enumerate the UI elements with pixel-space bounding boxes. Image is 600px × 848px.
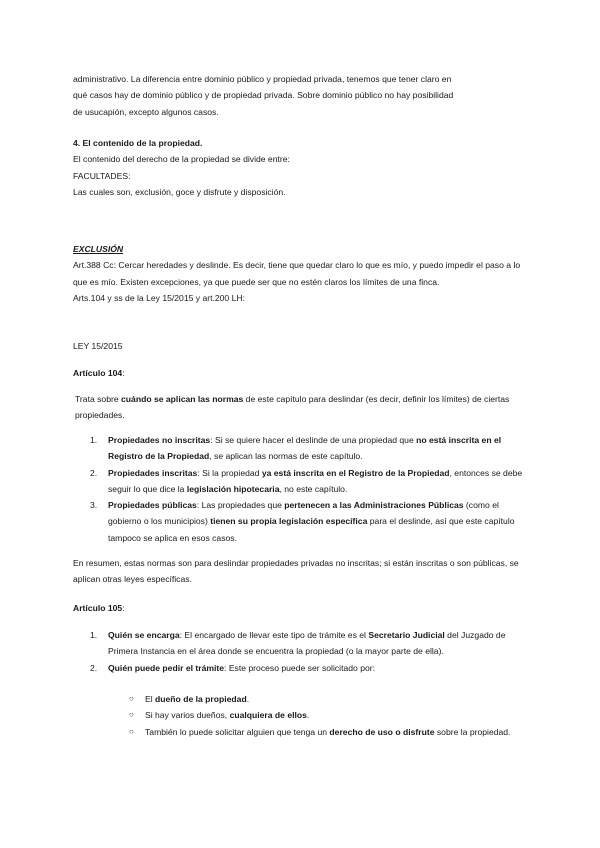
section-line: El contenido del derecho de la propiedad se divide entre:	[73, 154, 290, 165]
intro-paragraph	[73, 71, 528, 120]
section-title: 4. El contenido de la propiedad.	[73, 138, 203, 148]
list-item: 3. Propiedades públicas: Las propiedades que pertenecen a las Administraciones Públicas (como el gobierno o los municipios) tienen su propia legislación específica para el deslinde, así que este capítulo tampoco se aplica en esos casos.	[90, 500, 515, 543]
law-title	[73, 338, 528, 354]
intro-line: qué casos hay de dominio público y de propiedad privada. Sobre dominio público no hay posibilidad	[73, 90, 454, 101]
article-title: Artículo 104	[73, 368, 123, 378]
list-item: 1. Quién se encarga: El encargado de llevar este tipo de trámite es el Secretario Judicial del Juzgado de Primera Instancia en el área donde se encuentra la propiedad (o la mayor parte de ella).	[90, 630, 506, 657]
article-105-list	[73, 627, 528, 676]
intro-line: de usucapión, excepto algunos casos.	[73, 106, 219, 117]
list-item: 2. Quién puede pedir el trámite: Este proceso puede ser solicitado por:	[90, 662, 375, 673]
article-104-intro: Trata sobre cuándo se aplican las normas de este capítulo para deslindar (es decir, definir los límites) de ciertas propiedades.	[75, 394, 510, 421]
exclusion-paragraph: Art.388 Cc: Cercar heredades y deslinde. Es decir, tiene que quedar claro lo que es mío, y puedo impedir el paso a lo que es mío. Existen excepciones, ya que puede ser que no estén claros los límites de una finca.	[73, 260, 521, 287]
bullet-item: ○ Si hay varios dueños, cualquiera de ellos.	[73, 707, 528, 723]
section-contenido	[73, 135, 528, 200]
section-exclusion	[73, 241, 528, 306]
summary-text: En resumen, estas normas son para deslindar propiedades privadas no inscritas; si están inscritas o son públicas, se aplican otras leyes específicas.	[73, 558, 519, 585]
article-title-colon: :	[122, 603, 125, 613]
list-item: 1. Propiedades no inscritas: Si se quiere hacer el deslinde de una propiedad que no está inscrita en el Registro de la Propiedad, se aplican las normas de este capítulo.	[90, 435, 502, 462]
article-104-summary	[73, 555, 528, 588]
who-can-request-list	[73, 691, 528, 740]
law-title-text: LEY 15/2015	[73, 341, 123, 351]
circle-bullet-icon: ○	[129, 726, 134, 736]
intro-line: administrativo. La diferencia entre dominio público y propiedad privada, tenemos que tener claro en	[73, 74, 452, 84]
list-item: 2. Propiedades inscritas: Si la propiedad ya está inscrita en el Registro de la Propiedad, entonces se debe seguir lo que dice la legislación hipotecaria, no este capítulo.	[90, 467, 523, 494]
exclusion-heading: EXCLUSIÓN	[73, 244, 124, 254]
circle-bullet-icon: ○	[129, 710, 134, 720]
circle-bullet-icon: ○	[129, 694, 134, 703]
article-105-title	[73, 600, 528, 616]
section-line: FACULTADES:	[73, 170, 131, 181]
article-title-colon: :	[122, 368, 125, 378]
article-title: Artículo 105	[73, 603, 123, 613]
section-line: Las cuales son, exclusión, goce y disfrute y disposición.	[73, 186, 286, 197]
article-104-list	[73, 432, 528, 546]
bullet-item: ○ También lo puede solicitar alguien que tenga un derecho de uso o disfrute sobre la propiedad.	[73, 724, 528, 740]
article-104-title	[73, 365, 528, 381]
bullet-item: ○ El dueño de la propiedad.	[73, 691, 528, 707]
exclusion-reference: Arts.104 y ss de la Ley 15/2015 y art.200 LH:	[73, 292, 245, 303]
